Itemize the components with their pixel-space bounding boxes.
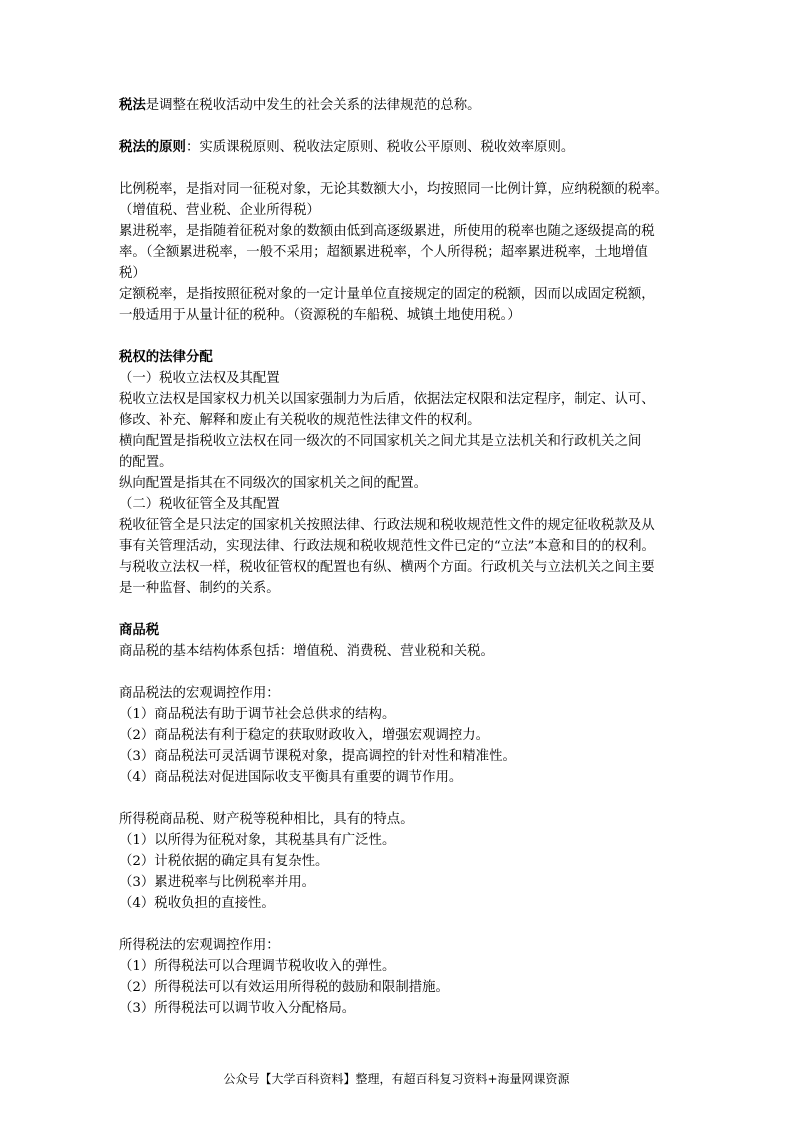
- page-footer: 公众号【大学百科资料】整理，有超百科复习资料+海量网课资源: [223, 1072, 570, 1086]
- tax-power-line: （一）税收立法权及其配置: [119, 371, 280, 386]
- income-feature-item: （1）以所得为征税对象，其税基具有广泛性。: [119, 833, 396, 848]
- tax-power-line: 与税收立法权一样，税收征管权的配置也有纵、横两个方面。行政机关与立法机关之间主要: [119, 560, 655, 575]
- rates-line: 率。（全额累进税率，一般不采用；超额累进税率，个人所得税；超率累进税率，土地增值: [119, 245, 648, 260]
- rates-line: 定额税率，是指按照征税对象的一定计量单位直接规定的固定的税额，因而以成固定税额，: [119, 287, 655, 302]
- tax-power-line: 是一种监督、制约的关系。: [119, 581, 280, 596]
- commodity-macro-title: 商品税法的宏观调控作用：: [119, 686, 280, 701]
- principles-text: ：实质课税原则、税收法定原则、税收公平原则、税收效率原则。: [185, 140, 575, 155]
- income-feature-item: （4）税收负担的直接性。: [119, 896, 275, 911]
- tax-power-line: 修改、补充、解释和废止有关税收的规范性法律文件的权利。: [119, 413, 481, 428]
- tax-power-line: 税收立法权是国家权力机关以国家强制力为后盾，依据法定权限和法定程序，制定、认可、: [119, 392, 655, 407]
- rates-line: 累进税率，是指随着征税对象的数额由低到高逐级累进，所使用的税率也随之逐级提高的税: [119, 224, 655, 239]
- commodity-macro-item: （2）商品税法有利于稳定的获取财政收入，增强宏观调控力。: [119, 728, 490, 743]
- rates-line: 税）: [119, 266, 146, 281]
- tax-power-line: 事有关管理活动，实现法律、行政法规和税收规范性文件已定的“立法”本意和目的的权利。: [119, 539, 655, 554]
- tax-power-line: 纵向配置是指其在不同级次的国家机关之间的配置。: [119, 476, 427, 491]
- income-macro-item: （2）所得税法可以有效运用所得税的鼓励和限制措施。: [119, 980, 449, 995]
- rates-line: 一般适用于从量计征的税种。（资源税的车船税、城镇土地使用税。）: [119, 308, 521, 323]
- principles-paragraph: [119, 137, 574, 158]
- commodity-macro-item: （4）商品税法对促进国际收支平衡具有重要的调节作用。: [119, 770, 463, 785]
- tax-power-line: 税收征管全是只法定的国家机关按照法律、行政法规和税收规范性文件的规定征收税款及从: [119, 518, 655, 533]
- commodity-macro-item: （1）商品税法有助于调节社会总供求的结构。: [119, 707, 396, 722]
- rates-line: （增值税、营业税、企业所得税）: [119, 203, 320, 218]
- principles-title: 税法的原则: [119, 139, 186, 155]
- intro-term: 税法: [119, 97, 146, 113]
- income-macro-item: （3）所得税法可以调节收入分配格局。: [119, 1001, 356, 1016]
- tax-power-line: 的配置。: [119, 455, 173, 470]
- tax-power-line: 横向配置是指税收立法权在同一级次的不同国家机关之间尤其是立法机关和行政机关之间: [119, 434, 642, 449]
- income-macro-item: （1）所得税法可以合理调节税收收入的弹性。: [119, 959, 396, 974]
- income-feature-item: （2）计税依据的确定具有复杂性。: [119, 854, 329, 869]
- commodity-tax-structure: 商品税的基本结构体系包括：增值税、消费税、营业税和关税。: [119, 644, 494, 659]
- commodity-macro-item: （3）商品税法可灵活调节课税对象，提高调控的针对性和精准性。: [119, 749, 516, 764]
- intro-paragraph: [119, 95, 481, 116]
- rates-line: 比例税率，是指对同一征税对象，无论其数额大小，均按照同一比例计算，应纳税额的税率。: [119, 182, 669, 197]
- income-feature-item: （3）累进税率与比例税率并用。: [119, 875, 315, 890]
- commodity-tax-heading: 商品税: [119, 622, 160, 638]
- income-features-title: 所得税商品税、财产税等税种相比，具有的特点。: [119, 812, 414, 827]
- tax-power-heading: 税权的法律分配: [119, 349, 213, 365]
- tax-power-line: （二）税收征管全及其配置: [119, 497, 280, 512]
- intro-definition: 是调整在税收活动中发生的社会关系的法律规范的总称。: [145, 98, 481, 113]
- income-macro-title: 所得税法的宏观调控作用：: [119, 938, 280, 953]
